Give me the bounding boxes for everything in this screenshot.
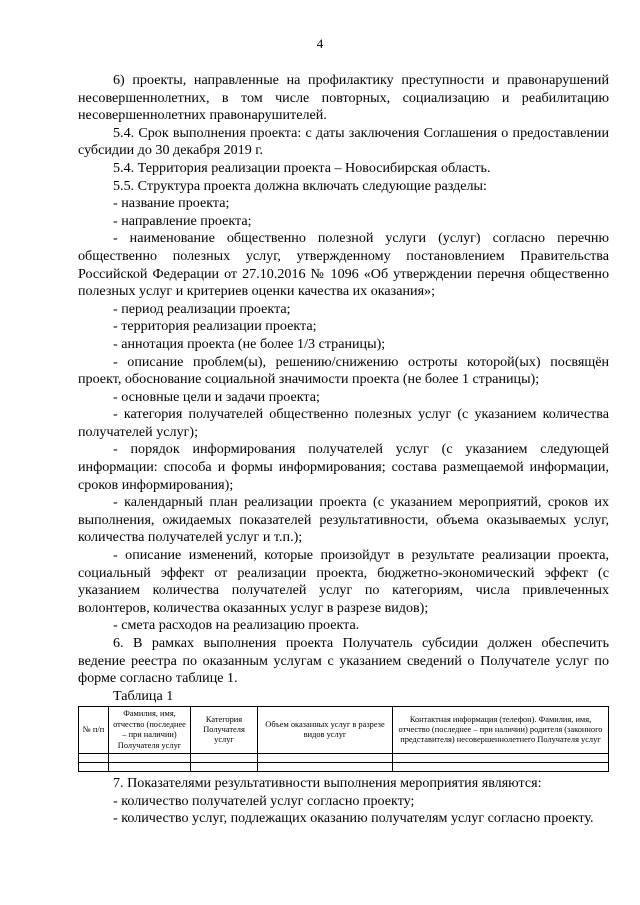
table-row	[79, 754, 609, 763]
table-row	[79, 763, 609, 772]
table-cell	[109, 763, 191, 772]
table-header-cell: № п/п	[79, 707, 109, 754]
paragraph: - территория реализации проекта;	[113, 318, 317, 335]
table-header-cell: Категория Получателя услуг	[191, 707, 258, 754]
paragraph: - период реализации проекта;	[113, 300, 291, 317]
table-header-cell: Контактная информация (телефон). Фамилия, имя, отчество (последнее – при наличии) родителя (законного представителя) несовершеннолетнего Получателя услуг	[393, 707, 609, 754]
paragraph: 6) проекты, направленные на профилактику преступности и правонарушений несовершеннолетних, в том числе повторных, социализацию и реабилитацию несовершеннолетних правонарушителей.	[78, 72, 609, 124]
paragraph: 5.5. Структура проекта должна включать следующие разделы:	[113, 177, 487, 194]
table-cell	[109, 754, 191, 763]
table-header-row	[79, 707, 609, 754]
table-cell	[258, 754, 393, 763]
paragraph: - смета расходов на реализацию проекта.	[113, 617, 360, 634]
paragraph: - количество услуг, подлежащих оказанию получателям услуг согласно проекту.	[113, 810, 594, 827]
paragraph: - количество получателей услуг согласно проекту;	[113, 792, 415, 809]
paragraph: - категория получателей общественно полезных услуг (с указанием количества получателей услуг);	[78, 406, 609, 440]
paragraph: - название проекта;	[113, 195, 230, 212]
paragraph: - описание проблем(ы), решению/снижению остроты которой(ых) посвящён проект, обоснование социальной значимости проекта (не более 1 страницы);	[78, 353, 609, 388]
table-cell	[393, 754, 609, 763]
registry-table	[78, 706, 609, 772]
paragraph: - календарный план реализации проекта (с указанием мероприятий, сроков их выполнения, ожидаемых показателей результативности, объема оказываемых услуг, количества получателей услуг и т.п.);	[78, 494, 609, 546]
table-cell	[393, 763, 609, 772]
table-cell	[79, 754, 109, 763]
bottom-paragraphs	[78, 775, 609, 828]
paragraph: 7. Показателями результативности выполнения мероприятия являются:	[113, 775, 542, 791]
paragraph: - описание изменений, которые произойдут в результате реализации проекта, социальный эффект от реализации проекта, бюджетно-экономический эффект (с указанием количества получателей услуг по категориям, числа привлеченных волонтеров, количества оказанных услуг в разрезе видов);	[78, 547, 609, 616]
paragraph: - наименование общественно полезной услуги (услуг) согласно перечню общественно полезных услуг, утвержденному постановлением Правительства Российской Федерации от 27.10.2016 № 1096 «Об утверждении перечня общественно полезных услуг и критериев оценки качества их оказания»;	[78, 230, 609, 300]
paragraph: - порядок информирования получателей услуг (с указанием следующей информации: способа и формы информирования; состава размещаемой информации, сроков информирования);	[78, 441, 609, 493]
table-header-cell: Объем оказанных услуг в разрезе видов услуг	[258, 707, 393, 754]
paragraph: 5.4. Территория реализации проекта – Новосибирская область.	[113, 159, 491, 176]
table-cell	[79, 763, 109, 772]
table-cell	[191, 754, 258, 763]
table-cell	[258, 763, 393, 772]
document-body	[78, 72, 609, 828]
paragraph: 6. В рамках выполнения проекта Получатель субсидии должен обеспечить ведение реестра по оказанным услугам с указанием сведений о Получателе услуг по форме согласно таблице 1.	[78, 635, 609, 687]
top-paragraphs	[78, 72, 609, 688]
paragraph: 5.4. Срок выполнения проекта: с даты заключения Соглашения о предоставлении субсидии до 30 декабря 2019 г.	[78, 124, 609, 159]
paragraph: - направление проекта;	[113, 212, 252, 229]
table-caption: Таблица 1	[113, 687, 174, 704]
paragraph: - аннотация проекта (не более 1/3 страницы);	[113, 335, 386, 352]
page-number: 4	[316, 36, 324, 51]
paragraph: - основные цели и задачи проекта;	[113, 388, 320, 405]
table-header-cell: Фамилия, имя, отчество (последнее – при наличии) Получателя услуг	[109, 707, 191, 754]
table-cell	[191, 763, 258, 772]
